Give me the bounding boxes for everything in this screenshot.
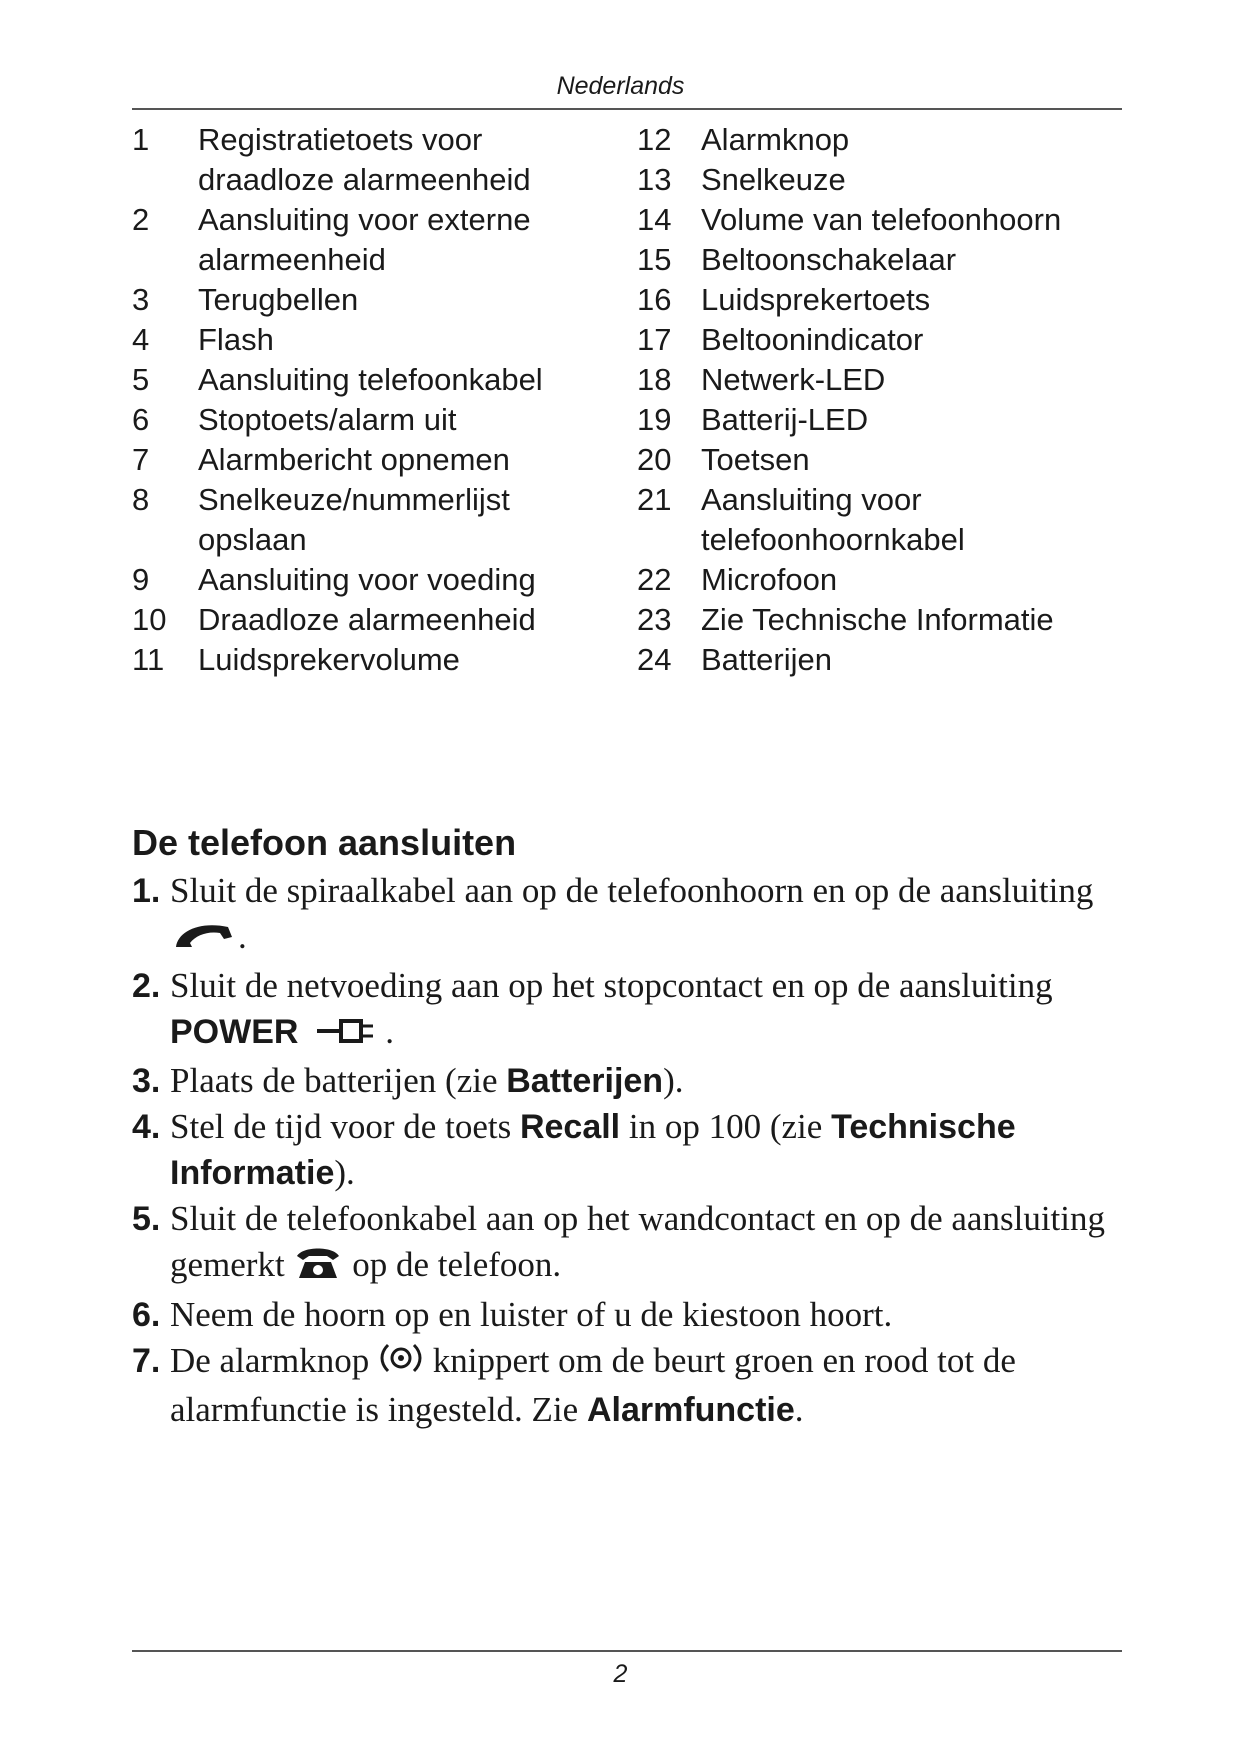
part-number: 17 [637,322,672,357]
part-item [637,400,1117,440]
part-item [637,480,1117,560]
step-text: in op 100 (zie [628,1106,823,1146]
part-item [637,600,1117,640]
part-number: 5 [132,362,150,397]
part-label: Aansluiting voor telefoonhoornkabel [701,482,965,557]
part-item [637,640,1117,680]
part-number: 10 [132,602,167,637]
handset-icon [170,917,238,963]
step-text: Sluit de spiraalkabel aan op de telefoonhoorn en op de aansluiting [170,871,1094,910]
recall-ref: Recall [519,1107,621,1146]
part-item [637,280,1117,320]
part-label: Beltoonschakelaar [701,242,957,277]
part-item [132,200,612,280]
technische-informatie-ref: Technische Informatie [170,1107,1016,1192]
step-number: 2. [132,966,161,1005]
alarm-button-icon [378,1341,424,1387]
part-number: 8 [132,482,150,517]
instruction-steps [132,868,1132,1433]
part-label: Alarmbericht opnemen [198,442,510,477]
step-text: ). [663,1060,684,1100]
part-label: Draadloze alarmeenheid [198,602,536,637]
power-plug-icon [307,1012,385,1058]
part-item [637,360,1117,400]
part-item [132,400,612,440]
part-label: Volume van telefoonhoorn [701,202,1062,237]
part-number: 12 [637,122,672,157]
part-item [132,280,612,320]
step-7 [132,1338,1132,1433]
part-item [132,360,612,400]
step-text: op de telefoon. [352,1244,562,1284]
part-item [132,600,612,640]
part-item [132,480,612,560]
part-label: Aansluiting telefoonkabel [198,362,543,397]
step-number: 3. [132,1061,161,1100]
part-number: 2 [132,202,150,237]
part-label: Batterijen [701,642,832,677]
part-number: 23 [637,602,672,637]
step-number: 6. [132,1295,161,1334]
part-item [132,640,612,680]
part-item [637,160,1117,200]
part-item [132,120,612,200]
step-text: Neem de hoorn op en luister of u de kiestoon hoort. [170,1294,893,1334]
part-label: Microfoon [701,562,838,597]
telephone-icon [293,1244,343,1292]
header-divider [132,108,1122,110]
part-label: Alarmknop [701,122,850,157]
part-label: Toetsen [701,442,810,477]
part-number: 9 [132,562,150,597]
step-4 [132,1104,1132,1196]
batterijen-ref: Batterijen [506,1061,664,1100]
part-item [132,320,612,360]
part-label: Luidsprekertoets [701,282,931,317]
part-number: 20 [637,442,672,477]
page-number: 2 [613,1660,628,1688]
alarmfunctie-ref: Alarmfunctie [586,1390,795,1429]
part-item [637,200,1117,240]
part-label: Luidsprekervolume [198,642,460,677]
step-5 [132,1196,1132,1292]
part-label: Batterij-LED [701,402,869,437]
part-number: 19 [637,402,672,437]
part-number: 7 [132,442,150,477]
parts-list-right [637,120,1117,680]
part-label: Aansluiting voor voeding [198,562,536,597]
step-text: Sluit de netvoeding aan op het stopcontact en op de aansluiting [170,965,1053,1005]
step-text: ). [334,1152,355,1192]
step-6 [132,1292,1132,1338]
step-number: 1. [132,872,161,910]
part-label: Registratietoets voor draadloze alarmeenheid [198,122,531,197]
step-text: . [385,1011,394,1051]
part-item [637,240,1117,280]
step-text: knippert om de beurt groen en rood tot de alarmfunctie is ingesteld. Zie [170,1340,1016,1429]
part-number: 6 [132,402,150,437]
step-number: 7. [132,1341,161,1380]
part-label: Snelkeuze [701,162,846,197]
part-label: Beltoonindicator [701,322,924,357]
part-item [637,320,1117,360]
part-item [132,560,612,600]
part-number: 16 [637,282,672,317]
part-number: 11 [132,642,165,677]
part-label: Terugbellen [198,282,359,317]
part-item [132,440,612,480]
part-number: 22 [637,562,672,597]
part-item [637,120,1117,160]
part-number: 13 [637,162,672,197]
part-number: 21 [637,482,672,517]
step-number: 4. [132,1107,161,1146]
part-number: 24 [637,642,672,677]
section-title: De telefoon aansluiten [132,822,517,863]
part-item [637,560,1117,600]
step-text: . [238,917,247,956]
part-number: 18 [637,362,672,397]
step-2 [132,963,1132,1058]
part-label: Snelkeuze/nummerlijst opslaan [198,482,510,557]
footer-divider [132,1650,1122,1652]
part-number: 1 [132,122,150,157]
parts-list-left [132,120,612,680]
part-number: 14 [637,202,672,237]
power-label: POWER [170,1012,299,1051]
part-label: Aansluiting voor externe alarmeenheid [198,202,531,277]
part-number: 15 [637,242,672,277]
part-number: 3 [132,282,150,317]
step-text: Sluit de telefoonkabel aan op het wandcontact en op de aansluiting gemerkt [170,1198,1105,1284]
step-1 [132,868,1132,963]
part-label: Stoptoets/alarm uit [198,402,457,437]
step-text: . [794,1389,804,1429]
step-number: 5. [132,1199,161,1238]
part-number: 4 [132,322,150,357]
part-label: Netwerk-LED [701,362,886,397]
part-item [637,440,1117,480]
header-language: Nederlands [556,72,685,100]
step-text: De alarmknop [170,1340,370,1380]
part-label: Zie Technische Informatie [701,602,1054,637]
part-label: Flash [198,322,274,357]
step-3 [132,1058,1132,1104]
step-text: Plaats de batterijen (zie [170,1060,498,1100]
step-text: Stel de tijd voor de toets [170,1106,512,1146]
